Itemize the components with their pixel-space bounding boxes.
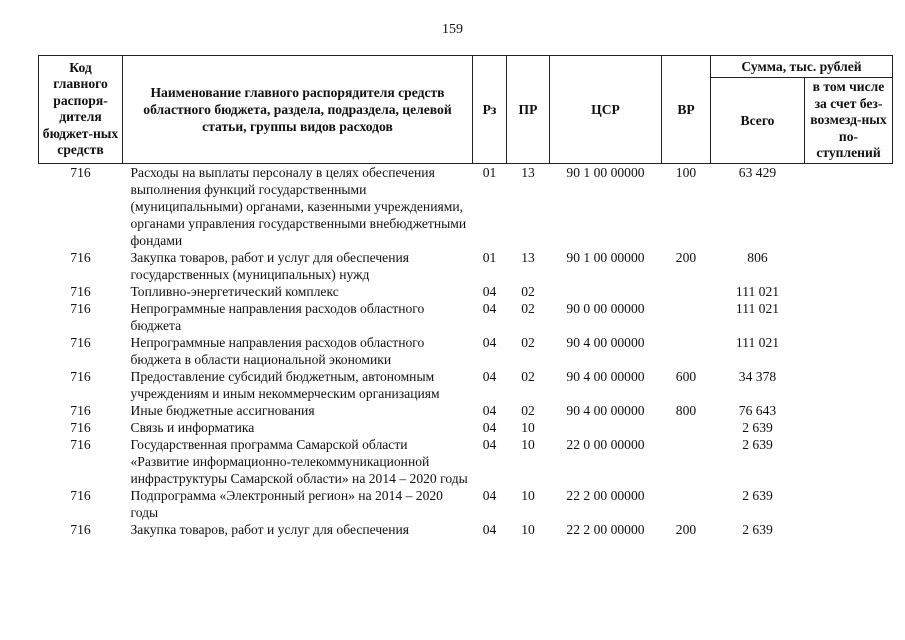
- row-pr: 13: [521, 164, 535, 180]
- row-grants: [805, 334, 893, 368]
- table-row: [39, 436, 893, 487]
- row-name: Иные бюджетные ассигнования: [130, 402, 315, 418]
- table-row: [39, 402, 893, 419]
- table-row: [39, 163, 893, 249]
- row-csr: 90 1 00 00000: [566, 249, 645, 265]
- row-code: 716: [70, 283, 91, 299]
- budget-table: [38, 55, 893, 538]
- row-name: Непрограммные направления расходов областного бюджета в области национальной экономики: [130, 334, 425, 367]
- row-name: Расходы на выплаты персоналу в целях обеспечения выполнения функций государственными (муниципальными) органами, казенными учреждениями, органами управления государственными внебюджетными фондами: [130, 164, 467, 248]
- row-pr: 10: [521, 521, 535, 537]
- row-pr: 10: [521, 487, 535, 503]
- row-total: 2 639: [742, 487, 773, 503]
- row-name: Государственная программа Самарской области «Развитие информационно-телекоммуникационной инфраструктуры Самарской области» на 2014 – 2020 годы: [130, 436, 468, 486]
- row-grants: [805, 283, 893, 300]
- row-name: Подпрограмма «Электронный регион» на 2014 – 2020 годы: [130, 487, 443, 520]
- row-vr: [662, 283, 711, 300]
- header-sum-group: Сумма, тыс. рублей: [711, 56, 893, 78]
- row-pr: 10: [521, 419, 535, 435]
- row-total: 63 429: [738, 164, 777, 180]
- row-code: 716: [70, 436, 91, 452]
- row-grants: [805, 402, 893, 419]
- row-code: 716: [70, 487, 91, 503]
- header-total: Всего: [711, 78, 805, 164]
- row-vr: [662, 487, 711, 521]
- row-total: 111 021: [735, 334, 780, 350]
- row-code: 716: [70, 249, 91, 265]
- row-rz: 01: [482, 249, 497, 265]
- row-code: 716: [70, 334, 91, 350]
- row-csr: 90 4 00 00000: [566, 334, 645, 350]
- table-header: [39, 56, 893, 164]
- row-vr: 600: [675, 368, 697, 384]
- row-csr: 90 0 00 00000: [566, 300, 645, 316]
- row-code: 716: [70, 300, 91, 316]
- table-row: [39, 487, 893, 521]
- table-row: [39, 334, 893, 368]
- row-grants: [805, 249, 893, 283]
- table-row: [39, 249, 893, 283]
- row-code: 716: [70, 164, 91, 180]
- row-name: Связь и информатика: [130, 419, 255, 435]
- row-total: 111 021: [735, 300, 780, 316]
- row-pr: 02: [521, 402, 535, 418]
- header-code: Код главного распоря-дителя бюджет-ных средств: [39, 56, 123, 164]
- row-pr: 13: [521, 249, 535, 265]
- row-vr: [662, 419, 711, 436]
- row-rz: 04: [482, 334, 497, 350]
- row-grants: [805, 163, 893, 249]
- row-rz: 04: [482, 402, 497, 418]
- row-name: Закупка товаров, работ и услуг для обеспечения государственных (муниципальных) нужд: [130, 249, 409, 282]
- row-grants: [805, 368, 893, 402]
- row-total: 111 021: [735, 283, 780, 299]
- row-rz: 04: [482, 283, 497, 299]
- header-vr: ВР: [662, 56, 711, 164]
- row-csr: 90 4 00 00000: [566, 402, 645, 418]
- row-csr: 22 0 00 00000: [566, 436, 645, 452]
- row-total: 34 378: [738, 368, 777, 384]
- row-name: Топливно-энергетический комплекс: [130, 283, 339, 299]
- row-grants: [805, 521, 893, 538]
- row-rz: 04: [482, 436, 497, 452]
- row-pr: 02: [521, 283, 535, 299]
- table-row: [39, 419, 893, 436]
- row-vr: 200: [675, 521, 697, 537]
- header-pr: ПР: [507, 56, 550, 164]
- page-number: 159: [442, 22, 463, 37]
- row-pr: 10: [521, 436, 535, 452]
- row-rz: 04: [482, 521, 497, 537]
- row-vr: [662, 436, 711, 487]
- row-rz: 04: [482, 487, 497, 503]
- row-code: 716: [70, 368, 91, 384]
- row-total: 2 639: [742, 436, 773, 452]
- row-rz: 04: [482, 300, 497, 316]
- table-row: [39, 368, 893, 402]
- row-rz: 04: [482, 419, 497, 435]
- row-csr: [550, 419, 662, 436]
- row-code: 716: [70, 402, 91, 418]
- header-csr: ЦСР: [550, 56, 662, 164]
- row-pr: 02: [521, 368, 535, 384]
- row-csr: 22 2 00 00000: [566, 521, 645, 537]
- row-pr: 02: [521, 334, 535, 350]
- header-grants: в том числе за счет без-возмезд-ных по-ступлений: [805, 78, 893, 164]
- row-rz: 01: [482, 164, 497, 180]
- header-rz: Рз: [473, 56, 507, 164]
- row-total: 2 639: [742, 521, 773, 537]
- row-name: Закупка товаров, работ и услуг для обеспечения: [130, 521, 409, 537]
- table-row: [39, 283, 893, 300]
- table-row: [39, 521, 893, 538]
- row-name: Непрограммные направления расходов областного бюджета: [130, 300, 425, 333]
- row-code: 716: [70, 419, 91, 435]
- row-csr: 22 2 00 00000: [566, 487, 645, 503]
- row-vr: 800: [675, 402, 697, 418]
- row-rz: 04: [482, 368, 497, 384]
- row-vr: 200: [675, 249, 697, 265]
- row-total: 806: [747, 249, 768, 265]
- row-csr: 90 4 00 00000: [566, 368, 645, 384]
- row-total: 76 643: [738, 402, 777, 418]
- row-grants: [805, 300, 893, 334]
- row-pr: 02: [521, 300, 535, 316]
- row-vr: 100: [675, 164, 697, 180]
- row-name: Предоставление субсидий бюджетным, автономным учреждениям и иным некоммерческим организациям: [130, 368, 440, 401]
- row-code: 716: [70, 521, 91, 537]
- header-name: Наименование главного распорядителя средств областного бюджета, раздела, подраздела, целевой статьи, группы видов расходов: [123, 56, 473, 164]
- row-csr: [550, 283, 662, 300]
- row-vr: [662, 300, 711, 334]
- row-vr: [662, 334, 711, 368]
- row-grants: [805, 419, 893, 436]
- row-grants: [805, 436, 893, 487]
- row-grants: [805, 487, 893, 521]
- table-row: [39, 300, 893, 334]
- row-csr: 90 1 00 00000: [566, 164, 645, 180]
- row-total: 2 639: [742, 419, 773, 435]
